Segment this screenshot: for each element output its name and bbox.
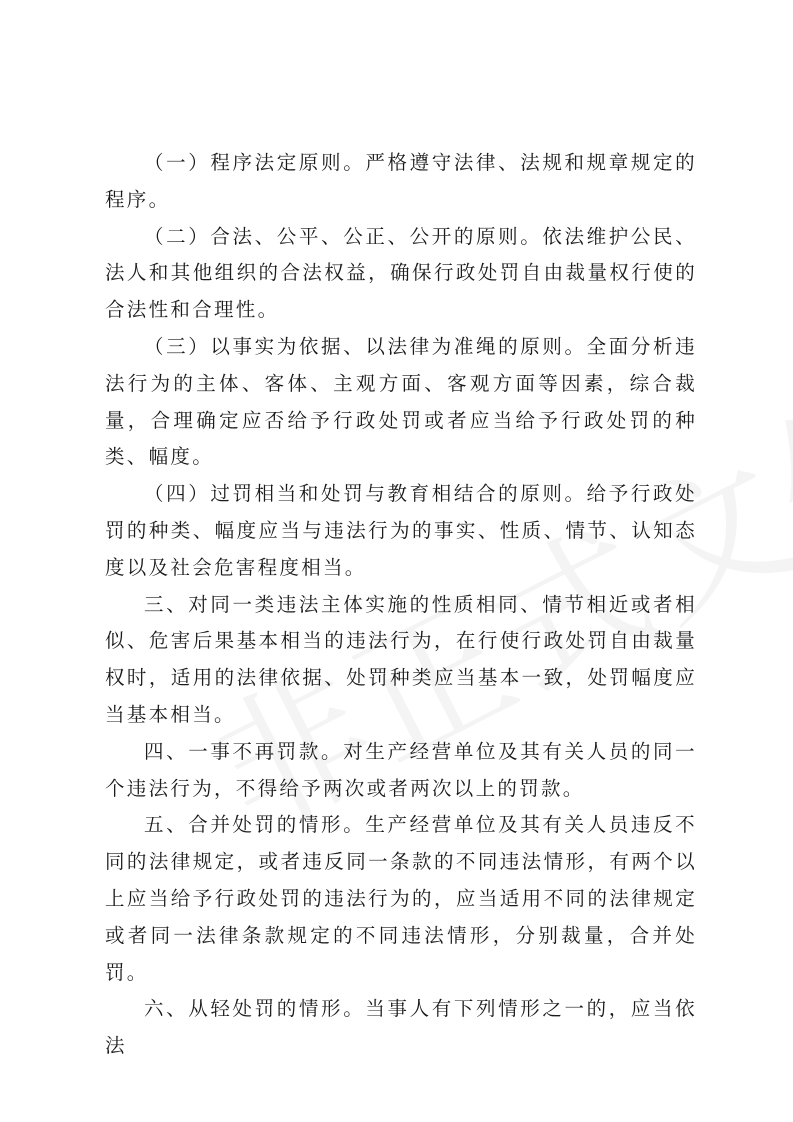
paragraph-principle-2: （二）合法、公平、公正、公开的原则。依法维护公民、法人和其他组织的合法权益，确保行政处罚自由裁量权行使的合法性和合理性。 [105, 224, 697, 322]
paragraph-section-6: 六、从轻处罚的情形。当事人有下列情形之一的，应当依法 [105, 997, 697, 1058]
paragraph-section-5: 五、合并处罚的情形。生产经营单位及其有关人员违反不同的法律规定，或者违反同一条款的不同违法情形，有两个以上应当给予行政处罚的违法行为的，应当适用不同的法律规定或者同一法律条款规定的不同违法情形，分别裁量，合并处罚。 [105, 813, 697, 984]
paragraph-principle-1: （一）程序法定原则。严格遵守法律、法规和规章规定的程序。 [105, 151, 697, 211]
paragraph-section-4: 四、一事不再罚款。对生产经营单位及其有关人员的同一个违法行为，不得给予两次或者两次以上的罚款。 [105, 739, 697, 800]
paragraph-principle-4: （四）过罚相当和处罚与教育相结合的原则。给予行政处罚的种类、幅度应当与违法行为的事实、性质、情节、认知态度以及社会危害程度相当。 [105, 482, 697, 579]
document-body [105, 145, 697, 1065]
paragraph-section-3: 三、对同一类违法主体实施的性质相同、情节相近或者相似、危害后果基本相当的违法行为，在行使行政处罚自由裁量权时，适用的法律依据、处罚种类应当基本一致，处罚幅度应当基本相当。 [105, 592, 697, 726]
paragraph-principle-3: （三）以事实为依据、以法律为准绳的原则。全面分析违法行为的主体、客体、主观方面、客观方面等因素，综合裁量，合理确定应否给予行政处罚或者应当给予行政处罚的种类、幅度。 [105, 334, 697, 469]
